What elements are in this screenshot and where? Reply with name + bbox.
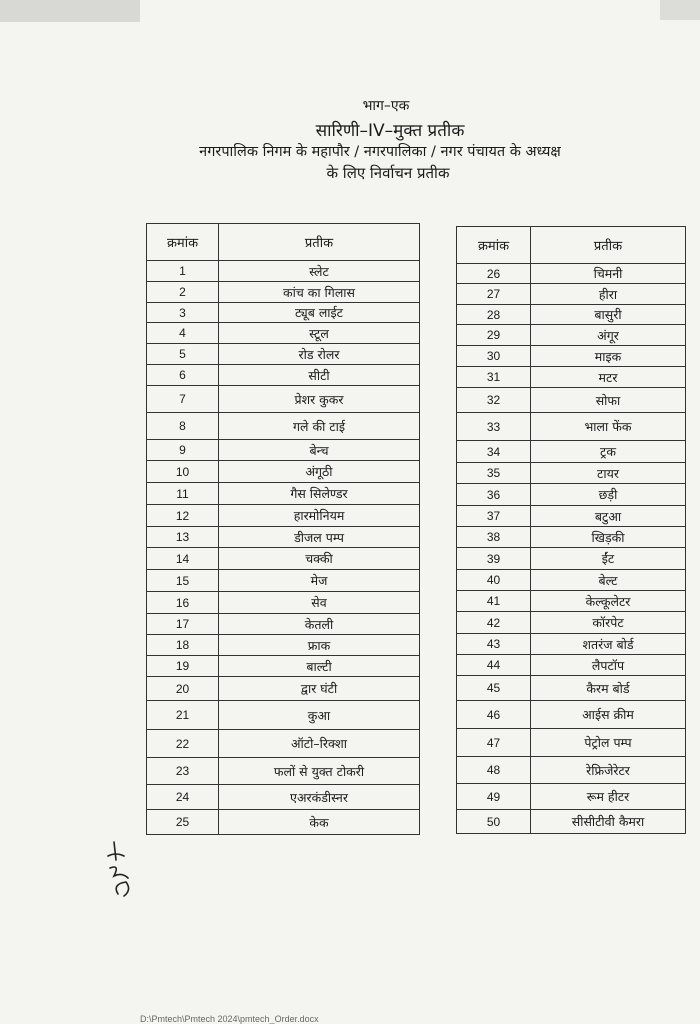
symbol-name: केक xyxy=(219,810,420,835)
serial-number: 28 xyxy=(457,305,531,325)
serial-number: 19 xyxy=(147,656,219,677)
serial-number: 15 xyxy=(147,570,219,592)
table-row xyxy=(457,325,686,346)
election-subtitle: नगरपालिक निगम के महापौर / नगरपालिका / नगर पंचायत के अध्यक्ष xyxy=(199,144,561,160)
serial-number: 32 xyxy=(457,388,531,413)
symbol-name: अंगूठी xyxy=(219,461,420,483)
symbol-name: पेट्रोल पम्प xyxy=(531,729,686,757)
table-row xyxy=(457,346,686,367)
symbol-name: सोफा xyxy=(531,388,686,413)
symbol-name: ट्रक xyxy=(531,441,686,463)
symbol-name: भाला फेंक xyxy=(531,413,686,441)
table-header-row xyxy=(457,227,686,264)
symbol-name: हीरा xyxy=(531,284,686,305)
symbol-name: कॉरपेट xyxy=(531,612,686,634)
serial-number: 33 xyxy=(457,413,531,441)
serial-number: 9 xyxy=(147,440,219,461)
symbol-name: फ्राक xyxy=(219,635,420,656)
serial-number: 2 xyxy=(147,282,219,303)
table-row xyxy=(457,729,686,757)
table-row xyxy=(147,656,420,677)
column-header-serial: क्रमांक xyxy=(147,224,219,261)
table-row xyxy=(457,784,686,810)
serial-number: 42 xyxy=(457,612,531,634)
serial-number: 26 xyxy=(457,264,531,284)
table-row xyxy=(147,365,420,386)
serial-number: 17 xyxy=(147,614,219,635)
symbol-name: कांच का गिलास xyxy=(219,282,420,303)
table-row xyxy=(457,506,686,527)
symbols-table-right xyxy=(456,226,686,834)
table-row xyxy=(457,655,686,676)
table-row xyxy=(147,730,420,758)
serial-number: 35 xyxy=(457,463,531,484)
symbol-name: बासुरी xyxy=(531,305,686,325)
file-path-footer: D:\Pmtech\Pmtech 2024\pmtech_Order.docx xyxy=(140,1014,319,1024)
serial-number: 27 xyxy=(457,284,531,305)
serial-number: 49 xyxy=(457,784,531,810)
symbol-name: ऑटो–रिक्शा xyxy=(219,730,420,758)
serial-number: 5 xyxy=(147,344,219,365)
serial-number: 47 xyxy=(457,729,531,757)
symbol-name: रोड रोलर xyxy=(219,344,420,365)
table-row xyxy=(147,440,420,461)
serial-number: 25 xyxy=(147,810,219,835)
symbol-name: स्लेट xyxy=(219,261,420,282)
serial-number: 11 xyxy=(147,483,219,505)
symbol-name: चक्की xyxy=(219,548,420,570)
serial-number: 16 xyxy=(147,592,219,614)
symbol-name: केल्कूलेटर xyxy=(531,591,686,612)
serial-number: 36 xyxy=(457,484,531,506)
serial-number: 18 xyxy=(147,635,219,656)
symbol-name: द्वार घंटी xyxy=(219,677,420,701)
serial-number: 23 xyxy=(147,758,219,785)
table-row xyxy=(147,527,420,548)
symbol-name: बेन्च xyxy=(219,440,420,461)
table-row xyxy=(457,367,686,388)
symbol-name: ईंट xyxy=(531,548,686,570)
table-row xyxy=(147,505,420,527)
serial-number: 40 xyxy=(457,570,531,591)
table-row xyxy=(457,591,686,612)
serial-number: 30 xyxy=(457,346,531,367)
table-row xyxy=(147,570,420,592)
symbol-name: माइक xyxy=(531,346,686,367)
table-row xyxy=(457,463,686,484)
symbol-name: अंगूर xyxy=(531,325,686,346)
serial-number: 39 xyxy=(457,548,531,570)
serial-number: 8 xyxy=(147,413,219,440)
table-row xyxy=(147,810,420,835)
handwritten-signature xyxy=(104,838,136,898)
symbol-name: चिमनी xyxy=(531,264,686,284)
column-header-symbol: प्रतीक xyxy=(219,224,420,261)
table-row xyxy=(147,785,420,810)
table-row xyxy=(147,614,420,635)
table-row xyxy=(147,303,420,323)
symbol-name: ट्यूब लाईट xyxy=(219,303,420,323)
election-subtitle-2: के लिए निर्वाचन प्रतीक xyxy=(326,164,450,182)
symbol-name: गले की टाई xyxy=(219,413,420,440)
table-row xyxy=(147,344,420,365)
serial-number: 4 xyxy=(147,323,219,344)
serial-number: 20 xyxy=(147,677,219,701)
symbol-name: शतरंज बोर्ड xyxy=(531,634,686,655)
table-row xyxy=(457,264,686,284)
table-row xyxy=(147,323,420,344)
serial-number: 7 xyxy=(147,386,219,413)
schedule-title: सारिणी–IV–मुक्त प्रतीक xyxy=(315,121,465,141)
symbol-name: रूम हीटर xyxy=(531,784,686,810)
symbol-name: प्रेशर कुकर xyxy=(219,386,420,413)
symbol-name: खिड़की xyxy=(531,527,686,548)
table-row xyxy=(457,757,686,784)
table-row xyxy=(147,261,420,282)
table-row xyxy=(147,635,420,656)
serial-number: 50 xyxy=(457,810,531,834)
table-row xyxy=(457,612,686,634)
table-row xyxy=(457,701,686,729)
symbol-name: टायर xyxy=(531,463,686,484)
symbol-name: कैरम बोर्ड xyxy=(531,676,686,701)
symbol-name: बटुआ xyxy=(531,506,686,527)
serial-number: 14 xyxy=(147,548,219,570)
table-row xyxy=(457,284,686,305)
scan-shadow xyxy=(660,0,700,20)
symbol-name: एअरकंडीस्नर xyxy=(219,785,420,810)
symbol-name: गैस सिलेण्डर xyxy=(219,483,420,505)
symbol-name: बेल्ट xyxy=(531,570,686,591)
table-row xyxy=(147,386,420,413)
serial-number: 3 xyxy=(147,303,219,323)
symbol-name: रेफ्रिजेरेटर xyxy=(531,757,686,784)
symbol-name: कुआ xyxy=(219,701,420,730)
table-row xyxy=(147,282,420,303)
column-header-serial: क्रमांक xyxy=(457,227,531,264)
table-row xyxy=(457,441,686,463)
serial-number: 48 xyxy=(457,757,531,784)
table-row xyxy=(147,413,420,440)
symbol-name: सीसीटीवी कैमरा xyxy=(531,810,686,834)
serial-number: 13 xyxy=(147,527,219,548)
symbol-name: डीजल पम्प xyxy=(219,527,420,548)
serial-number: 6 xyxy=(147,365,219,386)
table-row xyxy=(147,677,420,701)
serial-number: 24 xyxy=(147,785,219,810)
table-row xyxy=(147,461,420,483)
table-row xyxy=(457,305,686,325)
serial-number: 31 xyxy=(457,367,531,388)
serial-number: 22 xyxy=(147,730,219,758)
symbol-name: फलों से युक्त टोकरी xyxy=(219,758,420,785)
scan-shadow xyxy=(0,0,140,22)
symbol-name: सीटी xyxy=(219,365,420,386)
symbol-name: आईस क्रीम xyxy=(531,701,686,729)
symbol-name: छड़ी xyxy=(531,484,686,506)
serial-number: 37 xyxy=(457,506,531,527)
table-row xyxy=(147,548,420,570)
serial-number: 1 xyxy=(147,261,219,282)
serial-number: 44 xyxy=(457,655,531,676)
symbol-name: लैपटॉप xyxy=(531,655,686,676)
symbol-name: केतली xyxy=(219,614,420,635)
table-row xyxy=(457,548,686,570)
table-row xyxy=(147,592,420,614)
serial-number: 29 xyxy=(457,325,531,346)
serial-number: 10 xyxy=(147,461,219,483)
serial-number: 21 xyxy=(147,701,219,730)
table-header-row xyxy=(147,224,420,261)
table-row xyxy=(457,527,686,548)
table-row xyxy=(457,388,686,413)
table-row xyxy=(457,484,686,506)
serial-number: 34 xyxy=(457,441,531,463)
table-row xyxy=(457,413,686,441)
symbol-name: मटर xyxy=(531,367,686,388)
symbols-table-left xyxy=(146,223,420,835)
table-row xyxy=(457,570,686,591)
serial-number: 41 xyxy=(457,591,531,612)
table-row xyxy=(147,758,420,785)
table-row xyxy=(147,701,420,730)
serial-number: 46 xyxy=(457,701,531,729)
table-row xyxy=(147,483,420,505)
symbol-name: बाल्टी xyxy=(219,656,420,677)
symbol-name: स्टूल xyxy=(219,323,420,344)
symbol-name: सेव xyxy=(219,592,420,614)
serial-number: 38 xyxy=(457,527,531,548)
part-heading: भाग–एक xyxy=(362,98,410,114)
symbol-name: मेज xyxy=(219,570,420,592)
column-header-symbol: प्रतीक xyxy=(531,227,686,264)
serial-number: 45 xyxy=(457,676,531,701)
serial-number: 12 xyxy=(147,505,219,527)
table-row xyxy=(457,676,686,701)
table-row xyxy=(457,634,686,655)
symbol-name: हारमोनियम xyxy=(219,505,420,527)
serial-number: 43 xyxy=(457,634,531,655)
table-row xyxy=(457,810,686,834)
